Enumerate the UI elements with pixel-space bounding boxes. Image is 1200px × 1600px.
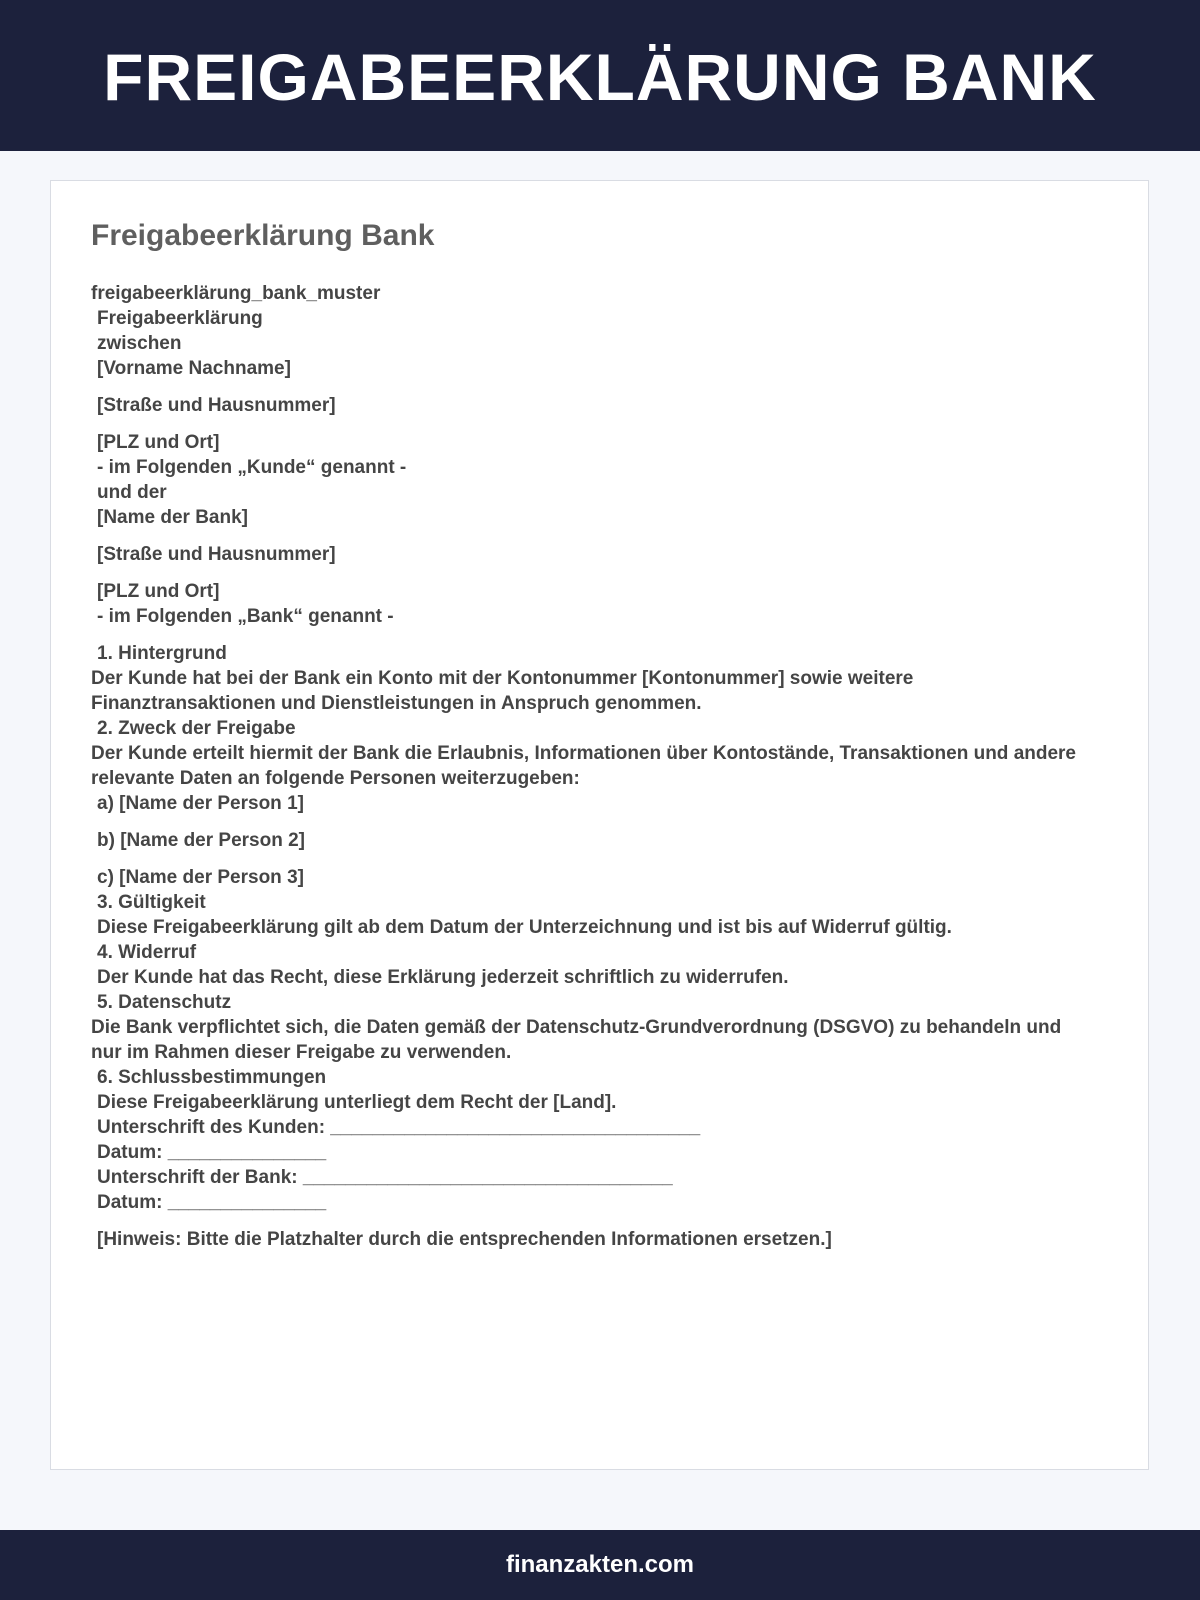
section-heading-schlussbestimmungen: 6. Schlussbestimmungen	[97, 1067, 327, 1088]
customer-street-placeholder: [Straße und Hausnummer]	[97, 395, 336, 416]
section-text-datenschutz: Die Bank verpflichtet sich, die Daten gemäß der Datenschutz-Grundverordnung (DSGVO) zu behandeln und nur im Rahmen dieser Freigabe zu verwenden.	[91, 1017, 1062, 1063]
document-title: Freigabeerklärung Bank	[91, 219, 435, 252]
bank-name-placeholder: [Name der Bank]	[97, 507, 248, 528]
section-heading-hintergrund: 1. Hintergrund	[97, 643, 227, 664]
bank-signature-line: Unterschrift der Bank: ___________________________________	[97, 1167, 673, 1188]
banner-title: FREIGABEERKLÄRUNG BANK	[103, 39, 1097, 114]
document-body	[91, 281, 1091, 1252]
section-text-gueltigkeit: Diese Freigabeerklärung gilt ab dem Datum der Unterzeichnung und ist bis auf Widerruf gültig.	[97, 917, 952, 938]
bank-street-placeholder: [Straße und Hausnummer]	[97, 544, 336, 565]
customer-designation: - im Folgenden „Kunde“ genannt -	[97, 457, 407, 478]
person-1-placeholder: a) [Name der Person 1]	[97, 793, 304, 814]
customer-signature-line: Unterschrift des Kunden: ___________________________________	[97, 1117, 701, 1138]
section-heading-gueltigkeit: 3. Gültigkeit	[97, 892, 206, 913]
customer-date-line: Datum: _______________	[97, 1142, 327, 1163]
customer-name-placeholder: [Vorname Nachname]	[97, 358, 291, 379]
footer-site-name: finanzakten.com	[505, 1551, 695, 1578]
heading-freigabeerklaerung: Freigabeerklärung	[97, 308, 263, 329]
placeholder-hint: [Hinweis: Bitte die Platzhalter durch die entsprechenden Informationen ersetzen.]	[97, 1229, 832, 1250]
text-und-der: und der	[97, 482, 167, 503]
section-text-schlussbestimmungen: Diese Freigabeerklärung unterliegt dem Recht der [Land].	[97, 1092, 617, 1113]
person-2-placeholder: b) [Name der Person 2]	[97, 830, 305, 851]
footer-banner	[0, 1530, 1200, 1600]
bank-designation: - im Folgenden „Bank“ genannt -	[97, 606, 394, 627]
filename-line: freigabeerklärung_bank_muster	[91, 283, 381, 304]
bank-date-line: Datum: _______________	[97, 1192, 327, 1213]
section-heading-widerruf: 4. Widerruf	[97, 942, 197, 963]
customer-city-placeholder: [PLZ und Ort]	[97, 432, 220, 453]
document-card	[50, 180, 1149, 1470]
text-zwischen: zwischen	[97, 333, 182, 354]
section-heading-datenschutz: 5. Datenschutz	[97, 992, 232, 1013]
section-text-zweck: Der Kunde erteilt hiermit der Bank die Erlaubnis, Informationen über Kontostände, Transaktionen und andere relevante Daten an folgende Personen weiterzugeben:	[91, 743, 1076, 789]
bank-city-placeholder: [PLZ und Ort]	[97, 581, 220, 602]
header-banner	[0, 0, 1200, 151]
section-text-hintergrund: Der Kunde hat bei der Bank ein Konto mit der Kontonummer [Kontonummer] sowie weitere Finanztransaktionen und Dienstleistungen in Anspruch genommen.	[91, 668, 914, 714]
section-heading-zweck: 2. Zweck der Freigabe	[97, 718, 296, 739]
section-text-widerruf: Der Kunde hat das Recht, diese Erklärung jederzeit schriftlich zu widerrufen.	[97, 967, 789, 988]
person-3-placeholder: c) [Name der Person 3]	[97, 867, 304, 888]
